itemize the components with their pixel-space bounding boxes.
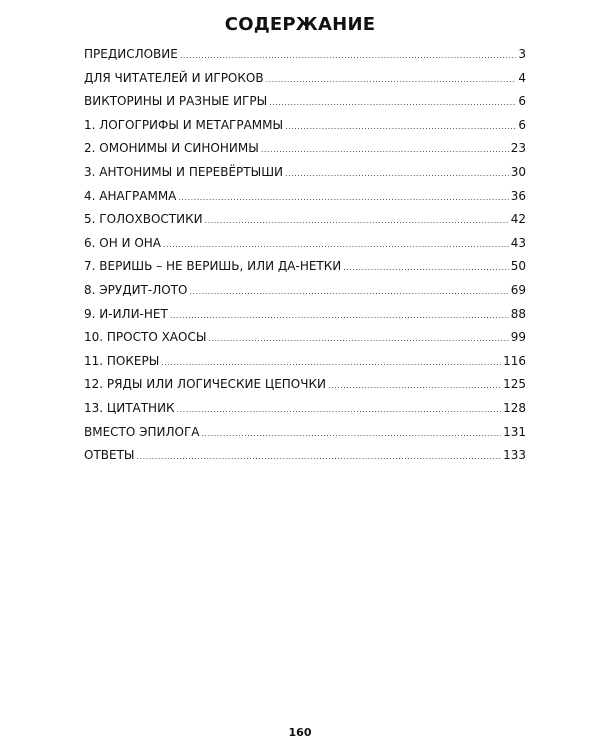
toc-entry-page: 50 [510, 259, 526, 274]
dot-leader [285, 170, 509, 178]
toc-entry-label: 6. ОН И ОНА [84, 235, 162, 250]
toc-entry-label: 12. РЯДЫ ИЛИ ЛОГИЧЕСКИЕ ЦЕПОЧКИ [84, 377, 326, 392]
toc-entry-label: 7. ВЕРИШЬ – НЕ ВЕРИШЬ, ИЛИ ДА-НЕТКИ [84, 259, 342, 274]
dot-leader [266, 76, 517, 84]
toc-entry-label: 4. АНАГРАММА [84, 188, 177, 203]
dot-leader [285, 123, 516, 131]
toc-entry-label: 2. ОМОНИМЫ И СИНОНИМЫ [84, 141, 259, 156]
toc-entry-page: 43 [510, 235, 526, 250]
toc-entry-page: 42 [510, 212, 526, 227]
toc-entry-page: 23 [510, 141, 526, 156]
page-number: 160 [288, 726, 312, 739]
toc-entry-label: 8. ЭРУДИТ-ЛОТО [84, 282, 188, 297]
toc-entry-label: 1. ЛОГОГРИФЫ И МЕТАГРАММЫ [84, 117, 284, 132]
page-title: СОДЕРЖАНИЕ [224, 14, 376, 35]
toc-entry-page: 125 [503, 377, 526, 392]
toc-entry[interactable] [84, 43, 526, 67]
toc-entry[interactable] [84, 67, 526, 91]
toc-entry[interactable] [84, 279, 526, 303]
dot-leader [163, 241, 509, 249]
dot-leader [208, 335, 508, 343]
toc-entry[interactable] [84, 350, 526, 374]
toc-entry[interactable] [84, 326, 526, 350]
toc-entry-page: 3 [518, 47, 526, 61]
toc-entry-page: 69 [510, 282, 526, 297]
toc-entry[interactable] [84, 161, 526, 185]
toc-entry-label: ДЛЯ ЧИТАТЕЛЕЙ И ИГРОКОВ [84, 70, 264, 85]
toc-entry[interactable] [84, 90, 526, 114]
toc-entry[interactable] [84, 373, 526, 397]
toc-entry[interactable] [84, 255, 526, 279]
toc-entry-page: 116 [503, 353, 526, 368]
toc-entry-page: 99 [510, 330, 526, 345]
toc-entry-page: 131 [503, 424, 526, 439]
toc-entry-page: 88 [510, 306, 526, 321]
toc-entry-label: 11. ПОКЕРЫ [84, 353, 160, 368]
toc-entry-page: 36 [510, 188, 526, 203]
toc-entry[interactable] [84, 185, 526, 209]
toc-entry-page: 6 [518, 117, 526, 132]
toc-entry[interactable] [84, 303, 526, 327]
toc-entry[interactable] [84, 208, 526, 232]
dot-leader [202, 430, 502, 438]
toc-entry-label: ВМЕСТО ЭПИЛОГА [84, 424, 200, 439]
dot-leader [137, 453, 502, 461]
toc-entry-label: ПРЕДИСЛОВИЕ [84, 47, 178, 61]
toc-entry-page: 128 [503, 400, 526, 415]
dot-leader [170, 312, 509, 320]
dot-leader [328, 382, 501, 390]
toc-entry[interactable] [84, 421, 526, 445]
toc-entry[interactable] [84, 114, 526, 138]
toc-entry-label: 9. И-ИЛИ-НЕТ [84, 306, 168, 321]
dot-leader [343, 264, 508, 272]
toc-entry-label: 3. АНТОНИМЫ И ПЕРЕВЁРТЫШИ [84, 164, 284, 179]
toc-entry[interactable] [84, 444, 526, 468]
dot-leader [189, 288, 508, 296]
toc-entry[interactable] [84, 397, 526, 421]
dot-leader [177, 406, 502, 414]
toc-entry-label: ВИКТОРИНЫ И РАЗНЫЕ ИГРЫ [84, 94, 268, 109]
toc-entry-page: 6 [518, 94, 526, 109]
table-of-contents [84, 43, 526, 468]
toc-entry-label: 5. ГОЛОХВОСТИКИ [84, 212, 203, 227]
toc-entry-page: 30 [510, 164, 526, 179]
dot-leader [178, 194, 508, 202]
dot-leader [261, 146, 509, 154]
dot-leader [205, 217, 509, 225]
toc-entry-page: 133 [503, 448, 526, 463]
toc-entry-label: 10. ПРОСТО ХАОСЫ [84, 330, 207, 345]
toc-entry-label: 13. ЦИТАТНИК [84, 400, 175, 415]
toc-entry[interactable] [84, 232, 526, 256]
toc-entry[interactable] [84, 137, 526, 161]
dot-leader [180, 52, 517, 60]
toc-entry-page: 4 [518, 70, 526, 85]
dot-leader [161, 359, 501, 367]
toc-entry-label: ОТВЕТЫ [84, 448, 135, 463]
dot-leader [269, 99, 516, 107]
